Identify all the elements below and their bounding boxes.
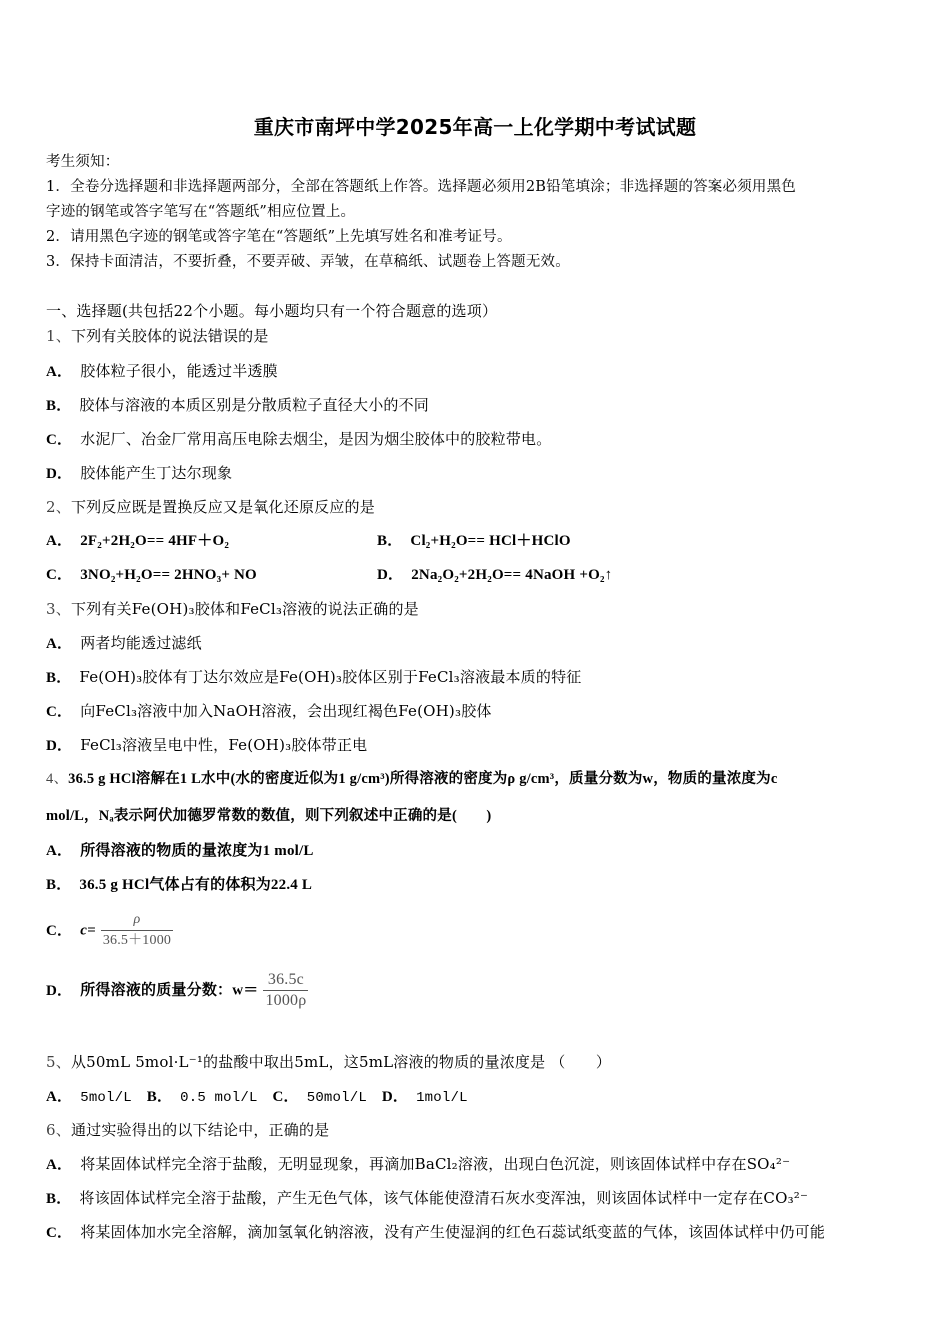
- question-1-option-c[interactable]: C． 水泥厂、冶金厂常用高压电除去烟尘，是因为烟尘胶体中的胶粒带电。: [46, 430, 552, 448]
- question-2-option-b[interactable]: B． Cl₂+H₂O== HCl＋HClO: [377, 533, 571, 549]
- question-4-stem-line1: 4、36.5 g HCl溶解在1 L水中(水的密度近似为1 g/cm³)所得溶液的密度为ρ g/cm³，质量分数为w，物质的量浓度为c: [46, 771, 778, 787]
- question-2-option-a[interactable]: A． 2F₂+2H₂O== 4HF＋O₂: [46, 533, 230, 549]
- question-5-option-d[interactable]: D． 1mol/L: [381, 1089, 468, 1106]
- notice-item-1-cont: 字迹的钢笔或答字笔写在“答题纸”相应位置上。: [46, 204, 356, 220]
- question-3-option-a[interactable]: A． 两者均能透过滤纸: [46, 634, 202, 652]
- question-1-option-b[interactable]: B． 胶体与溶液的本质区别是分散质粒子直径大小的不同: [46, 396, 430, 414]
- notice-item-1: 1．全卷分选择题和非选择题两部分，全部在答题纸上作答。选择题必须用2B铅笔填涂；非选择题的答案必须用黑色: [46, 179, 797, 195]
- notice-heading: 考生须知：: [46, 154, 120, 170]
- question-3-option-c[interactable]: C． 向FeCl₃溶液中加入NaOH溶液，会出现红褐色Fe(OH)₃胶体: [46, 702, 492, 720]
- notice-item-2: 2．请用黑色字迹的钢笔或答字笔在“答题纸”上先填写姓名和准考证号。: [46, 229, 512, 245]
- page-title: 重庆市南坪中学2025年高一上化学期中考试试题: [253, 115, 697, 139]
- fraction-formula: $\frac{\rho}{36.5+1000}$: [102, 912, 172, 948]
- question-3-option-b[interactable]: B． Fe(OH)₃胶体有丁达尔效应是Fe(OH)₃胶体区别于FeCl₃溶液最本质的特征: [46, 668, 582, 686]
- question-6-option-c[interactable]: C． 将某固体加水完全溶解，滴加氢氧化钠溶液，没有产生使湿润的红色石蕊试纸变蓝的气体，该固体试样中仍可能: [46, 1223, 826, 1241]
- question-6-option-b[interactable]: B． 将该固体试样完全溶于盐酸，产生无色气体，该气体能使澄清石灰水变浑浊，则该固体试样中一定存在CO₃²⁻: [46, 1189, 809, 1207]
- question-4-option-b[interactable]: B． 36.5 g HCl气体占有的体积为22.4 L: [46, 877, 313, 893]
- question-4-option-c[interactable]: C． c= $\frac{\rho}{36.5+1000}$: [46, 910, 173, 951]
- question-2-option-d[interactable]: D． 2Na₂O₂+2H₂O== 4NaOH +O₂↑: [377, 567, 613, 583]
- fraction-formula: $\frac{36.5c}{1000\rho}$: [265, 971, 307, 1009]
- question-3-option-d[interactable]: D． FeCl₃溶液呈电中性，Fe(OH)₃胶体带正电: [46, 736, 368, 754]
- question-5-option-b[interactable]: B． 0.5 mol/L: [146, 1089, 258, 1106]
- question-5-stem: 5、从50mL 5mol·L⁻¹的盐酸中取出5mL，这5mL溶液的物质的量浓度是 （ ）: [46, 1053, 612, 1071]
- question-6-option-a[interactable]: A． 将某固体试样完全溶于盐酸，无明显现象，再滴加BaCl₂溶液，出现白色沉淀，则该固体试样中存在SO₄²⁻: [46, 1155, 791, 1173]
- question-4-option-a[interactable]: A． 所得溶液的物质的量浓度为1 mol/L: [46, 843, 314, 859]
- question-4-option-d[interactable]: D． 所得溶液的质量分数：w＝ $\frac{36.5c}{1000\rho}$: [46, 971, 307, 1009]
- question-5-option-a[interactable]: A． 5mol/L: [46, 1089, 132, 1106]
- question-2-option-c[interactable]: C． 3NO₂+H₂O== 2HNO₃+ NO: [46, 567, 257, 583]
- question-1-stem: 1、下列有关胶体的说法错误的是: [46, 327, 269, 345]
- question-5-option-c[interactable]: C． 50mol/L: [272, 1089, 367, 1106]
- question-5-options: [46, 1086, 468, 1108]
- question-1-option-a[interactable]: A． 胶体粒子很小，能透过半透膜: [46, 362, 278, 380]
- question-2-stem: 2、下列反应既是置换反应又是氧化还原反应的是: [46, 498, 375, 516]
- notice-item-3: 3．保持卡面清洁，不要折叠，不要弄破、弄皱，在草稿纸、试题卷上答题无效。: [46, 254, 570, 270]
- question-3-stem: 3、下列有关Fe(OH)₃胶体和FeCl₃溶液的说法正确的是: [46, 600, 419, 618]
- question-4-stem-line2: mol/L，Nₐ表示阿伏加德罗常数的数值，则下列叙述中正确的是( ): [46, 808, 492, 824]
- section-heading: 一、选择题(共包括22个小题。每小题均只有一个符合题意的选项）: [46, 302, 498, 320]
- question-1-option-d[interactable]: D． 胶体能产生丁达尔现象: [46, 464, 233, 482]
- question-6-stem: 6、通过实验得出的以下结论中，正确的是: [46, 1121, 330, 1139]
- question-number: 1、: [46, 327, 71, 345]
